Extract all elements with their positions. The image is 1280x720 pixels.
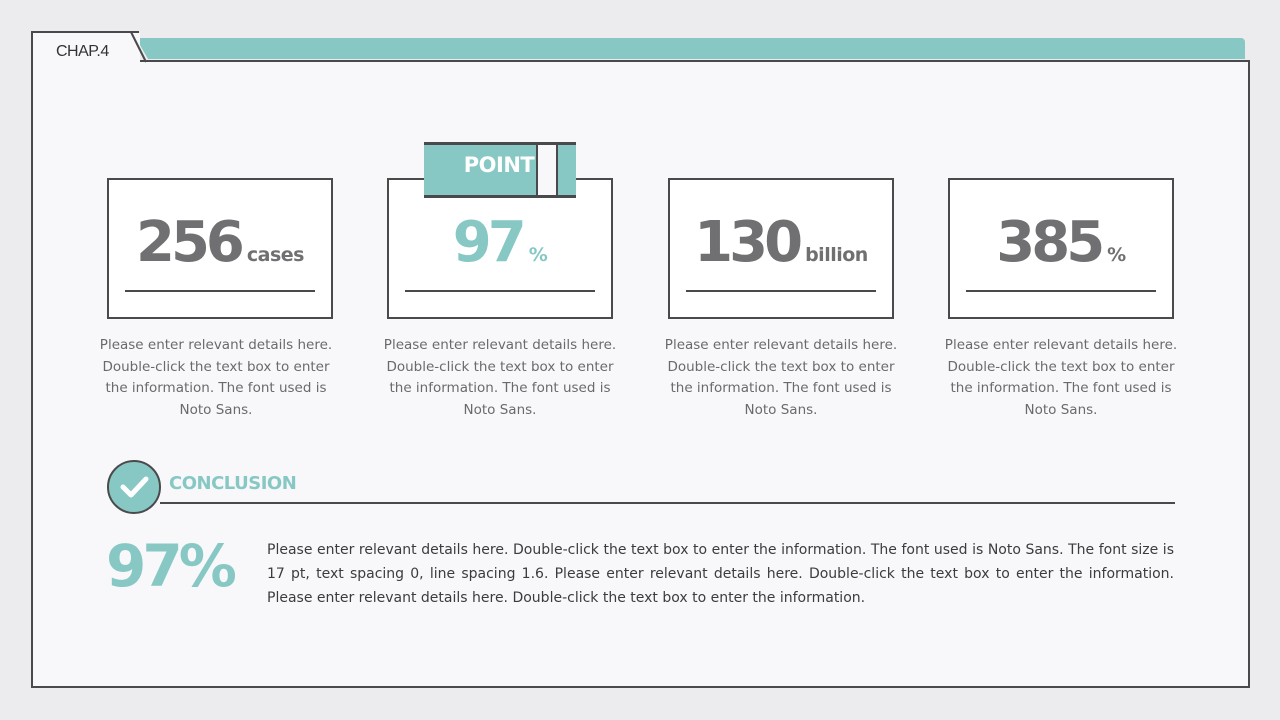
stat-number: 256 <box>136 210 241 275</box>
card-underline <box>125 290 315 292</box>
chapter-label: CHAP.4 <box>56 43 109 60</box>
conclusion-check-badge <box>107 460 161 514</box>
stat-number: 130 <box>694 210 800 275</box>
card-description-2: Please enter relevant details here. Double-click the text box to enter the information. The font used is Noto Sans. <box>383 337 617 418</box>
header-accent-bar <box>136 38 1245 59</box>
chapter-tab-edge <box>122 31 152 63</box>
card-underline <box>966 290 1156 292</box>
card-underline <box>405 290 595 292</box>
card-underline <box>686 290 876 292</box>
stat-unit: cases <box>246 244 304 266</box>
card-description-4: Please enter relevant details here. Double-click the text box to enter the information. The font used is Noto Sans. <box>944 337 1178 418</box>
point-label: POINT <box>463 153 535 177</box>
stat-card-2 <box>387 178 613 319</box>
stat-unit: % <box>528 244 548 266</box>
stat-unit: % <box>1107 244 1126 266</box>
card-description-3: Please enter relevant details here. Double-click the text box to enter the information. The font used is Noto Sans. <box>664 337 898 418</box>
stat-card-3 <box>668 178 894 319</box>
conclusion-label: CONCLUSION <box>169 473 297 494</box>
stat-card-1 <box>107 178 333 319</box>
stat-card-4 <box>948 178 1174 319</box>
stat-unit: billion <box>805 244 868 266</box>
stat-number: 385 <box>996 210 1102 275</box>
conclusion-body-text: Please enter relevant details here. Double-click the text box to enter the information. The font used is Noto Sans. The font size is 17 pt, text spacing 0, line spacing 1.6. Please enter relevant details here. Double-click the text box to enter the information. Please enter relevant details here. Double-click the text box to enter the information. <box>267 542 1174 606</box>
conclusion-divider <box>160 502 1175 504</box>
conclusion-big-value: 97% <box>106 532 233 600</box>
card-description-1: Please enter relevant details here. Double-click the text box to enter the information. The font used is Noto Sans. <box>99 337 333 418</box>
stat-number: 97 <box>452 210 523 275</box>
checkmark-icon <box>109 462 159 512</box>
